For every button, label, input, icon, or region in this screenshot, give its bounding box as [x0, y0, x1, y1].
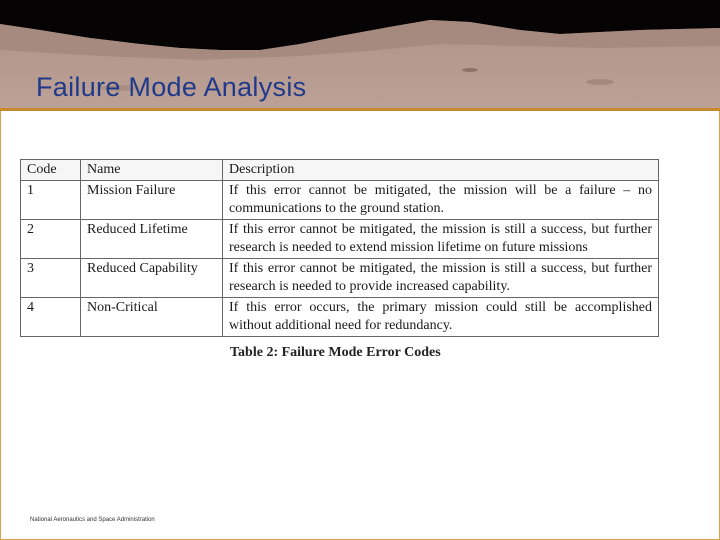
cell-description: If this error cannot be mitigated, the mission will be a failure – no communications to the ground station. [223, 181, 659, 220]
lunar-header-banner [0, 0, 720, 111]
column-header-name: Name [81, 160, 223, 181]
cell-code: 1 [21, 181, 81, 220]
cell-name: Non-Critical [81, 298, 223, 337]
column-header-description: Description [223, 160, 659, 181]
table-caption: Table 2: Failure Mode Error Codes [230, 345, 441, 360]
cell-name: Reduced Lifetime [81, 220, 223, 259]
failure-mode-table [20, 159, 659, 337]
cell-description: If this error occurs, the primary mission could still be accomplished without additional need for redundancy. [223, 298, 659, 337]
cell-description: If this error cannot be mitigated, the mission is still a success, but further research is needed to extend mission lifetime on future missions [223, 220, 659, 259]
table-row [21, 181, 659, 220]
table-row [21, 220, 659, 259]
table-row [21, 298, 659, 337]
cell-code: 3 [21, 259, 81, 298]
cell-name: Reduced Capability [81, 259, 223, 298]
cell-description: If this error cannot be mitigated, the mission is still a success, but further research is needed to provide increased capability. [223, 259, 659, 298]
cell-code: 4 [21, 298, 81, 337]
failure-mode-table-container [20, 159, 659, 337]
footer-agency-text: National Aeronautics and Space Administration [30, 517, 155, 523]
cell-code: 2 [21, 220, 81, 259]
column-header-code: Code [21, 160, 81, 181]
slide-title: Failure Mode Analysis [36, 72, 307, 102]
table-header-row [21, 160, 659, 181]
cell-name: Mission Failure [81, 181, 223, 220]
table-row [21, 259, 659, 298]
